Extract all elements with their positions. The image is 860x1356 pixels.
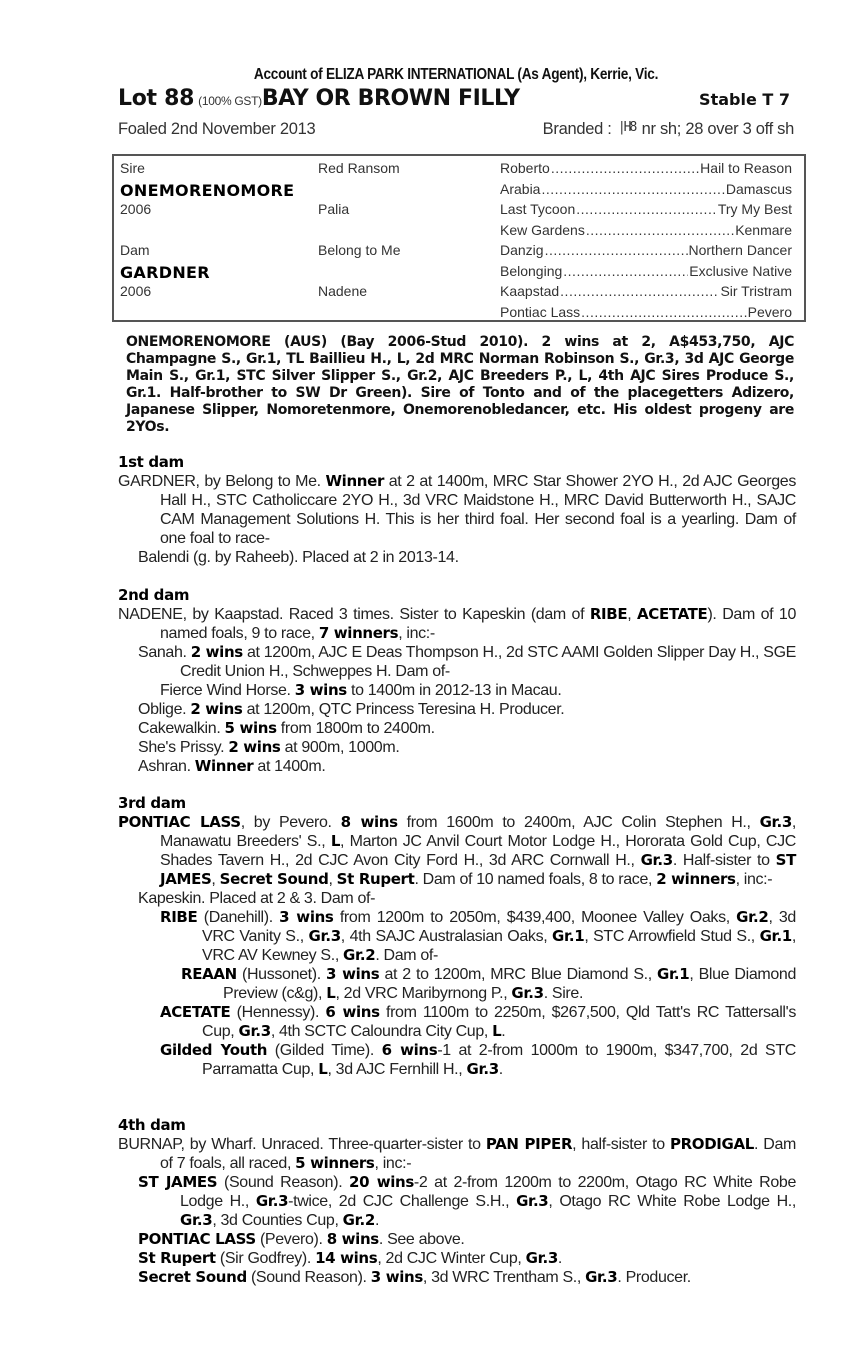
grandparent-row	[500, 283, 792, 304]
catalogue-page-header	[118, 64, 794, 146]
grandparent-row	[500, 263, 792, 284]
grandparent-row	[500, 304, 792, 325]
pedigree-grandparents	[500, 160, 792, 324]
progeny-entry: St Rupert (Sir Godfrey). 14 wins, 2d CJC Winter Cup, Gr.3.	[138, 1249, 563, 1267]
gp-right: Sir Tristram	[720, 283, 792, 299]
gp-left: Danzig	[500, 242, 544, 258]
foaled-date: Foaled 2nd November 2013	[118, 120, 316, 138]
sire-summary: ONEMORENOMORE (AUS) (Bay 2006-Stud 2010). 2 wins at 2, A$453,750, AJC Champagne S., Gr.1, TL Baillieu H., L, 2d MRC Norman Robinson S., Gr.3, 3d AJC George Main S., Gr.1, STC Silver Slipper S., Gr.2, AJC Breeders P., L, 4th AJC Sires Produce S., Gr.1. Half-brother to SW Dr Green). Sire of Tonto and of the placegetters Adizero, Japanese Slipper, Nomoretenmore, Onemorenobledancer, etc. His oldest progeny are 2YOs.	[126, 334, 794, 435]
vendor-account-line: Account of ELIZA PARK INTERNATIONAL (As Agent), Kerrie, Vic.	[253, 66, 659, 83]
brand-mark-icon: |H8	[617, 120, 636, 135]
sire-year: 2006	[120, 201, 152, 217]
gp-right: Exclusive Native	[689, 262, 792, 279]
gp-left: Roberto	[500, 160, 550, 176]
section-heading: 1st dam	[118, 453, 184, 471]
first-dam-text: GARDNER, by Belong to Me. Winner at 2 at 1400m, MRC Star Shower 2YO H., 2d AJC Georges Hall H., STC Catholiccare 2YO H., 3d VRC Maidstone H., MRC David Butterworth H., SAJC CAM Management Solutions H. This is her third foal. Her second foal is a yearling. Dam of one foal to race-	[118, 472, 796, 547]
lot-title-line	[118, 86, 794, 114]
fourth-dam-text: BURNAP, by Wharf. Unraced. Three-quarter-sister to PAN PIPER, half-sister to PRODIGAL. Dam of 7 foals, all raced, 5 winners, inc:-	[118, 1135, 796, 1172]
progeny-entry: Ashran. Winner at 1400m.	[138, 757, 326, 775]
branded-detail: nr sh; 28 over 3 off sh	[641, 120, 794, 138]
third-dam-section	[118, 794, 796, 1079]
section-heading: 4th dam	[118, 1116, 186, 1134]
grandparent-row	[500, 181, 792, 202]
progeny-entry: Oblige. 2 wins at 1200m, QTC Princess Teresina H. Producer.	[138, 700, 565, 718]
gp-right: Try My Best	[717, 201, 792, 217]
progeny-entry: Fierce Wind Horse. 3 wins to 1400m in 2012-13 in Macau.	[160, 681, 562, 699]
pedigree-parents	[120, 160, 500, 304]
progeny-entry: Kapeskin. Placed at 2 & 3. Dam of-	[138, 890, 376, 907]
second-dam-section	[118, 586, 796, 776]
sire-label: Sire	[120, 160, 145, 176]
progeny-entry: She's Prissy. 2 wins at 900m, 1000m.	[138, 738, 400, 756]
brand-info	[543, 120, 794, 146]
horse-description: BAY OR BROWN FILLY	[261, 86, 520, 111]
gp-left: Belonging	[500, 262, 563, 279]
grandparent-row	[500, 160, 792, 181]
progeny-entry: Secret Sound (Sound Reason). 3 wins, 3d WRC Trentham S., Gr.3. Producer.	[138, 1268, 691, 1286]
section-heading: 2nd dam	[118, 586, 190, 604]
progeny-entry: ACETATE (Hennessy). 6 wins from 1100m to 2250m, $267,500, Qld Tatt's RC Tattersall's Cup, Gr.3, 4th SCTC Caloundra City Cup, L.	[160, 1003, 796, 1040]
progeny-entry: Sanah. 2 wins at 1200m, AJC E Deas Thompson H., 2d STC AAMI Golden Slipper Day H., SGE Credit Union H., Schweppes H. Dam of-	[138, 643, 796, 680]
gp-right: Kenmare	[735, 221, 792, 238]
gp-left: Kaapstad	[500, 283, 560, 299]
progeny-entry: REAAN (Hussonet). 3 wins at 2 to 1200m, MRC Blue Diamond S., Gr.1, Blue Diamond Preview (c&g), L, 2d VRC Maribyrnong P., Gr.3. Sire.	[181, 965, 796, 1002]
grandparent-row	[500, 242, 792, 263]
dam-label: Dam	[120, 242, 150, 258]
grandparent-row	[500, 222, 792, 243]
gp-left: Kew Gardens	[500, 221, 585, 238]
gp-right: Pevero	[747, 303, 792, 320]
gp-right: Hail to Reason	[700, 160, 792, 176]
fourth-dam-section	[118, 1116, 796, 1287]
first-dam-section	[118, 453, 796, 567]
sire-dam: Palia	[318, 201, 350, 217]
lot-number: Lot 88	[118, 86, 195, 111]
branded-label: Branded :	[542, 120, 612, 138]
gp-left: Arabia	[500, 180, 541, 197]
progeny-entry: ST JAMES (Sound Reason). 20 wins-2 at 2-from 1200m to 2200m, Otago RC White Robe Lodge H., Gr.3-twice, 2d CJC Challenge S.H., Gr.3, Otago RC White Robe Lodge H., Gr.3, 3d Counties Cup, Gr.2.	[138, 1173, 796, 1229]
sire-name: ONEMORENOMORE	[120, 180, 295, 200]
section-heading: 3rd dam	[118, 794, 186, 812]
foaled-brand-line	[118, 120, 794, 146]
progeny-entry: PONTIAC LASS (Pevero). 8 wins. See above.	[138, 1230, 465, 1248]
progeny-entry: Cakewalkin. 5 wins from 1800m to 2400m.	[138, 719, 435, 737]
progeny-entry: Gilded Youth (Gilded Time). 6 wins-1 at 2-from 1000m to 1900m, $347,700, 2d STC Parramatta Cup, L, 3d AJC Fernhill H., Gr.3.	[160, 1041, 796, 1078]
dam-name: GARDNER	[120, 262, 210, 282]
dam-year: 2006	[120, 283, 152, 299]
pedigree-table	[112, 154, 806, 322]
gp-left: Last Tycoon	[500, 201, 576, 217]
sire-sire: Red Ransom	[318, 160, 400, 176]
dam-dam: Nadene	[318, 283, 368, 299]
gst-note: (100% GST)	[198, 94, 262, 108]
gp-right: Northern Dancer	[688, 242, 792, 258]
grandparent-row	[500, 201, 792, 222]
third-dam-text: PONTIAC LASS, by Pevero. 8 wins from 1600m to 2400m, AJC Colin Stephen H., Gr.3, Manawatu Breeders' S., L, Marton JC Anvil Court Motor Lodge H., Hororata Gold Cup, CJC Shades Tavern H., 2d CJC Avon City Ford H., 3d ARC Cornwall H., Gr.3. Half-sister to ST JAMES, Secret Sound, St Rupert. Dam of 10 named foals, 8 to race, 2 winners, inc:-	[118, 813, 797, 888]
gp-left: Pontiac Lass	[500, 303, 581, 320]
dam-sire: Belong to Me	[318, 242, 401, 258]
progeny-entry: RIBE (Danehill). 3 wins from 1200m to 2050m, $439,400, Moonee Valley Oaks, Gr.2, 3d VRC Vanity S., Gr.3, 4th SAJC Australasian Oaks, Gr.1, STC Arrowfield Stud S., Gr.1, VRC AV Kewney S., Gr.2. Dam of-	[160, 908, 796, 964]
stable-location: Stable T 7	[699, 90, 790, 109]
gp-right: Damascus	[725, 180, 792, 197]
second-dam-text: NADENE, by Kaapstad. Raced 3 times. Sister to Kapeskin (dam of RIBE, ACETATE). Dam of 10 named foals, 9 to race, 7 winners, inc:-	[118, 605, 796, 642]
progeny-entry: Balendi (g. by Raheeb). Placed at 2 in 2013-14.	[138, 549, 459, 566]
